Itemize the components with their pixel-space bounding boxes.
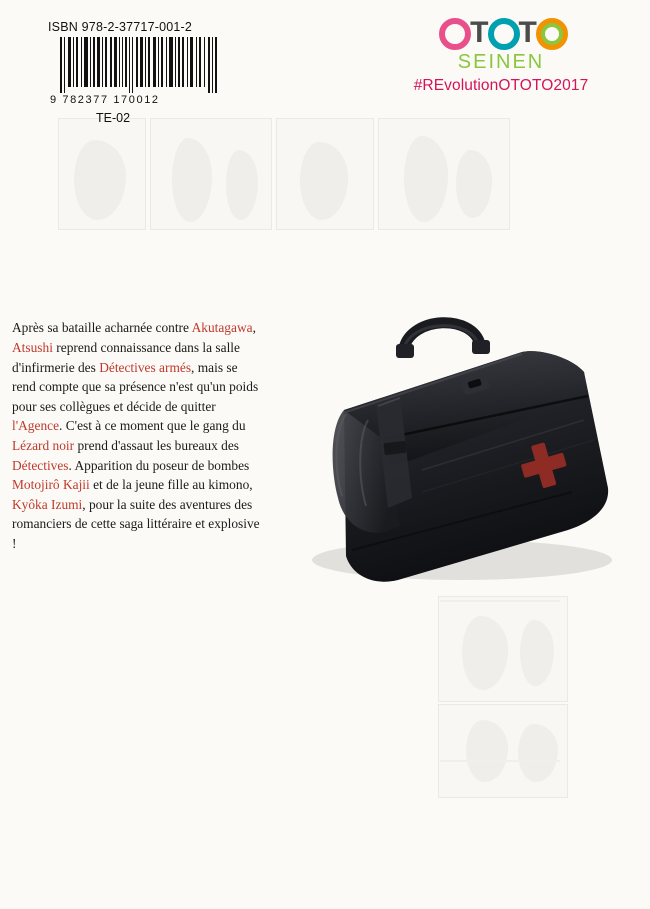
synopsis-highlight: Lézard noir <box>12 437 75 453</box>
synopsis-fragment: Après sa bataille acharnée contre <box>12 320 192 336</box>
synopsis-highlight: Kyôka Izumi <box>12 496 83 512</box>
logo-letter-t-1: T <box>470 16 489 49</box>
synopsis-highlight: l'Agence <box>12 418 60 434</box>
synopsis-text <box>12 318 264 553</box>
logo-letter-t-2: T <box>518 16 537 49</box>
logo-circle-o-2 <box>488 18 520 50</box>
synopsis-highlight: Motojirô Kajii <box>12 477 90 493</box>
synopsis-fragment: . C'est à ce moment que le gang du <box>59 418 246 434</box>
campaign-hashtag: #REvolutionOTOTO2017 <box>413 77 589 94</box>
edition-code: TE-02 <box>96 111 131 125</box>
synopsis-fragment: , mais se rend compte que sa présence n'est qu'un poids pour ses collègues et décide de quitter <box>12 359 259 414</box>
synopsis-highlight: Détectives armés <box>99 359 192 375</box>
isbn-label: ISBN 978-2-37717-001-2 <box>48 20 193 34</box>
synopsis-highlight: Atsushi <box>12 339 53 355</box>
synopsis-fragment: . Apparition du poseur de bombes <box>68 457 250 473</box>
logo-circle-o-1 <box>439 18 471 50</box>
synopsis-fragment: , <box>252 320 256 336</box>
logo-circle-o-4 <box>541 23 563 45</box>
synopsis-highlight: Détectives <box>12 457 69 473</box>
barcode-image <box>60 37 218 93</box>
publisher-logo <box>386 18 616 95</box>
isbn-block <box>48 20 228 125</box>
synopsis-fragment: et de la jeune fille au kimono, <box>89 477 253 493</box>
synopsis-fragment: prend d'assaut les bureaux des <box>74 437 240 453</box>
synopsis-fragment: , pour la suite des aventures des romanciers de cette saga littéraire et explosive ! <box>12 496 260 551</box>
logo-lettering <box>386 18 616 50</box>
barcode-digits: 9 782377 170012 <box>50 94 160 106</box>
synopsis-highlight: Akutagawa <box>191 320 253 336</box>
doctor-bag-illustration <box>272 292 640 592</box>
imprint-label: SEINEN <box>457 51 545 73</box>
synopsis-fragment: reprend connaissance dans la salle d'infirmerie des <box>12 339 240 375</box>
